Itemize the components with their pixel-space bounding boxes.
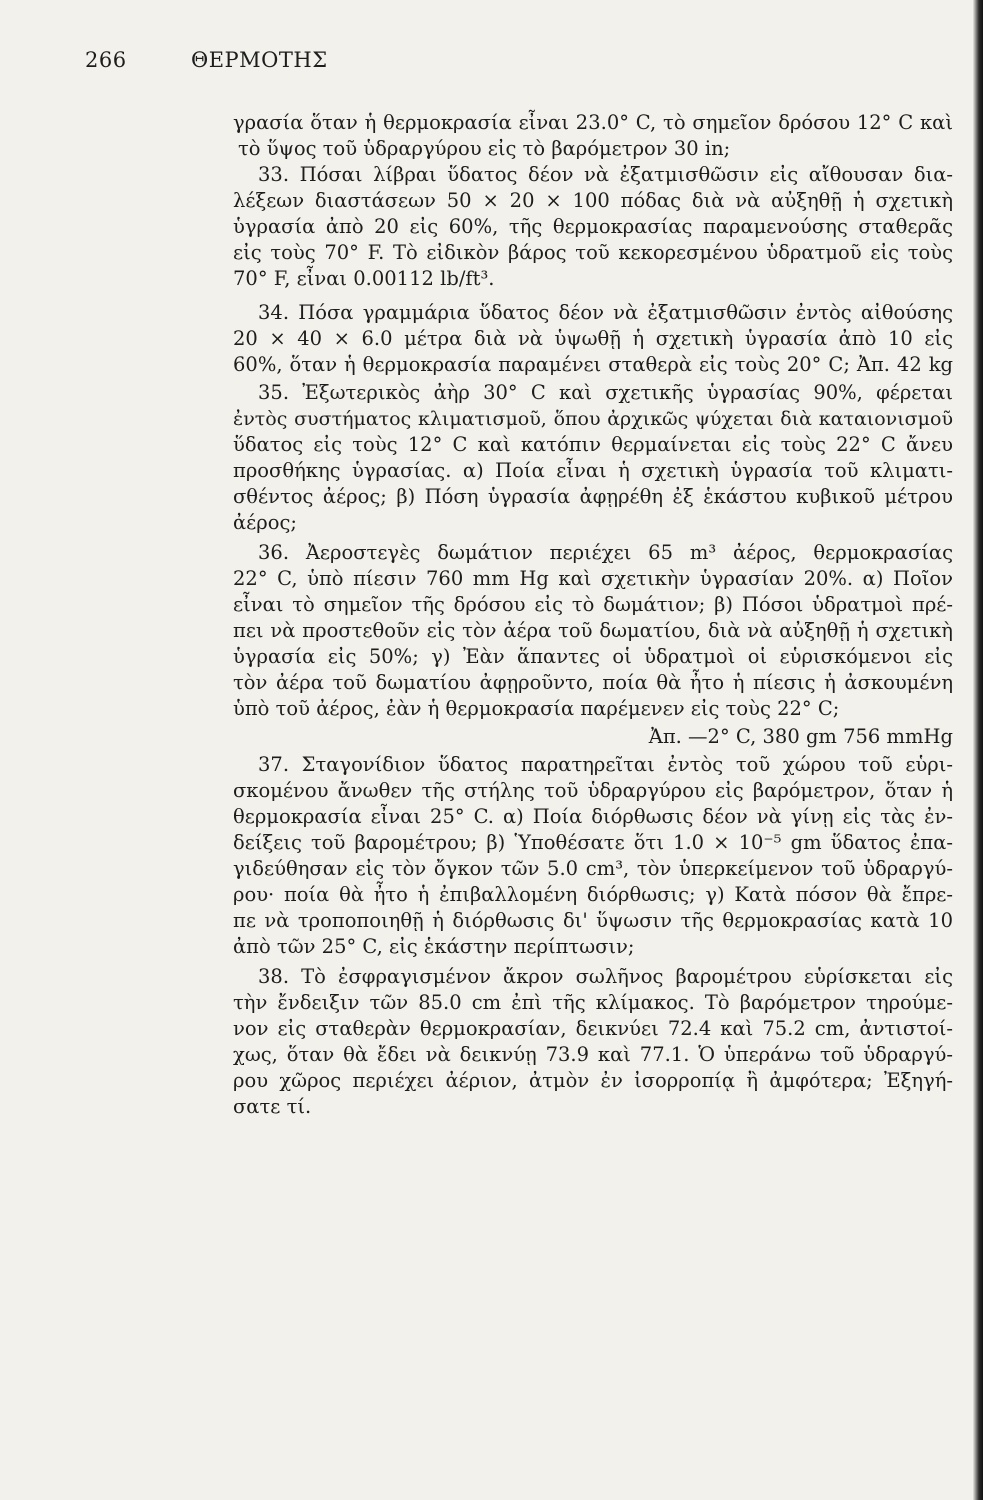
problem-36-line: 36. Ἀεροστεγὲς δωμάτιον περιέχει 65 m³ ἀέρος, θερμοκρασίας bbox=[258, 541, 953, 564]
text-line: εἰς τοὺς 70° F. Τὸ εἰδικὸν βάρος τοῦ κεκορεσμένου ὑδρατμοῦ εἰς τοὺς bbox=[233, 241, 953, 264]
text-line: ἀέρος; bbox=[233, 511, 297, 534]
page-binding-edge bbox=[973, 0, 983, 1500]
text-line: τὸν ἀέρα τοῦ δωματίου ἀφῃροῦντο, ποία θὰ ἦτο ἡ πίεσις ἡ ἀσκουμένη bbox=[233, 671, 953, 694]
text-line: πε νὰ τροποποιηθῇ ἡ διόρθωσις δι' ὕψωσιν τῆς θερμοκρασίας κατὰ 10 bbox=[233, 909, 953, 932]
text-line: χως, ὅταν θὰ ἔδει νὰ δεικνύῃ 73.9 καὶ 77.1. Ὁ ὑπεράνω τοῦ ὑδραργύ- bbox=[233, 1043, 953, 1066]
problem-38-line: 38. Τὸ ἐσφραγισμένον ἄκρον σωλῆνος βαρομέτρου εὑρίσκεται εἰς bbox=[258, 965, 953, 988]
problem-37-line: 37. Σταγονίδιον ὕδατος παρατηρεῖται ἐντὸς τοῦ χώρου τοῦ εὑρι- bbox=[258, 753, 953, 776]
text-line: πει νὰ προστεθοῦν εἰς τὸν ἀέρα τοῦ δωματίου, διὰ νὰ αὐξηθῇ ἡ σχετικὴ bbox=[233, 619, 953, 642]
text-line: ρου· ποία θὰ ἦτο ἡ ἐπιβαλλομένη διόρθωσις; γ) Κατὰ πόσον θὰ ἔπρε- bbox=[233, 883, 953, 906]
text-line: γρασία ὅταν ἡ θερμοκρασία εἶναι 23.0° C, τὸ σημεῖον δρόσου 12° C καὶ bbox=[233, 111, 953, 134]
text-line: γιδεύθησαν εἰς τὸν ὄγκον τῶν 5.0 cm³, τὸν ὑπερκείμενον τοῦ ὑδραργύ- bbox=[233, 857, 953, 880]
text-line: ἀπὸ τῶν 25° C, εἰς ἑκάστην περίπτωσιν; bbox=[233, 935, 635, 958]
text-line: δείξεις τοῦ βαρομέτρου; β) Ὑποθέσατε ὅτι 1.0 × 10⁻⁵ gm ὕδατος ἐπα- bbox=[233, 831, 953, 854]
text-line: νον εἰς σταθερὰν θερμοκρασίαν, δεικνύει 72.4 καὶ 75.2 cm, ἀντιστοί- bbox=[233, 1017, 953, 1040]
text-line: 70° F, εἶναι 0.00112 lb/ft³. bbox=[233, 267, 495, 290]
text-line: σατε τί. bbox=[233, 1095, 312, 1118]
problem-33-line: 33. Πόσαι λίβραι ὕδατος δέον νὰ ἐξατμισθῶσιν εἰς αἴθουσαν δια- bbox=[258, 163, 953, 186]
text-line: προσθήκης ὑγρασίας. α) Ποία εἶναι ἡ σχετικὴ ὑγρασία τοῦ κλιματι- bbox=[233, 459, 953, 482]
text-line: 20 × 40 × 6.0 μέτρα διὰ νὰ ὑψωθῇ ἡ σχετικὴ ὑγρασία ἀπὸ 10 εἰς bbox=[233, 327, 953, 350]
answer-line: Ἀπ. —2° C, 380 gm 756 mmHg bbox=[648, 725, 953, 748]
text-line: 22° C, ὑπὸ πίεσιν 760 mm Hg καὶ σχετικὴν ὑγρασίαν 20%. α) Ποῖον bbox=[233, 567, 953, 590]
text-line: τὸ ὕψος τοῦ ὑδραργύρου εἰς τὸ βαρόμετρον 30 in; bbox=[238, 137, 731, 160]
problem-35-line: 35. Ἐξωτερικὸς ἀὴρ 30° C καὶ σχετικῆς ὑγρασίας 90%, φέρεται bbox=[258, 381, 953, 404]
text-line: ἐντὸς συστήματος κλιματισμοῦ, ὅπου ἀρχικῶς ψύχεται διὰ καταιονισμοῦ bbox=[233, 408, 953, 430]
text-line: θερμοκρασία εἶναι 25° C. α) Ποία διόρθωσις δέον νὰ γίνῃ εἰς τὰς ἐν- bbox=[233, 805, 953, 828]
text-line: ὕδατος εἰς τοὺς 12° C καὶ κατόπιν θερμαίνεται εἰς τοὺς 22° C ἄνευ bbox=[233, 433, 953, 456]
text-line: σθέντος ἀέρος; β) Πόση ὑγρασία ἀφῃρέθη ἐξ ἑκάστου κυβικοῦ μέτρου bbox=[233, 485, 953, 508]
text-line: ὑπὸ τοῦ ἀέρος, ἐὰν ἡ θερμοκρασία παρέμενεν εἰς τοὺς 22° C; bbox=[233, 697, 840, 720]
text-line: εἶναι τὸ σημεῖον τῆς δρόσου εἰς τὸ δωμάτιον; β) Πόσοι ὑδρατμοὶ πρέ- bbox=[233, 593, 953, 616]
text-line: σκομένου ἄνωθεν τῆς στήλης τοῦ ὑδραργύρου εἰς βαρόμετρον, ὅταν ἡ bbox=[233, 779, 953, 802]
problem-34-line: 34. Πόσα γραμμάρια ὕδατος δέον νὰ ἐξατμισθῶσιν ἐντὸς αἰθούσης bbox=[258, 301, 953, 324]
text-line: ὑγρασία ἀπὸ 20 εἰς 60%, τῆς θερμοκρασίας παραμενούσης σταθερᾶς bbox=[233, 215, 953, 238]
text-line: 60%, ὅταν ἡ θερμοκρασία παραμένει σταθερὰ εἰς τοὺς 20° C; Ἀπ. 42 kg bbox=[233, 353, 953, 376]
text-line: λέξεων διαστάσεων 50 × 20 × 100 πόδας διὰ νὰ αὐξηθῇ ἡ σχετικὴ bbox=[233, 189, 953, 212]
text-line: ὑγρασία εἰς 50%; γ) Ἐὰν ἅπαντες οἱ ὑδρατμοὶ οἱ εὑρισκόμενοι εἰς bbox=[233, 645, 953, 668]
text-line: τὴν ἔνδειξιν τῶν 85.0 cm ἐπὶ τῆς κλίμακος. Τὸ βαρόμετρον τηρούμε- bbox=[233, 991, 953, 1014]
page-number: 266 bbox=[85, 48, 127, 72]
text-line: ρου χῶρος περιέχει ἀέριον, ἀτμὸν ἐν ἰσορροπίᾳ ἢ ἀμφότερα; Ἐξηγή- bbox=[233, 1069, 953, 1092]
running-title: ΘΕΡΜΟΤΗΣ bbox=[191, 48, 328, 72]
